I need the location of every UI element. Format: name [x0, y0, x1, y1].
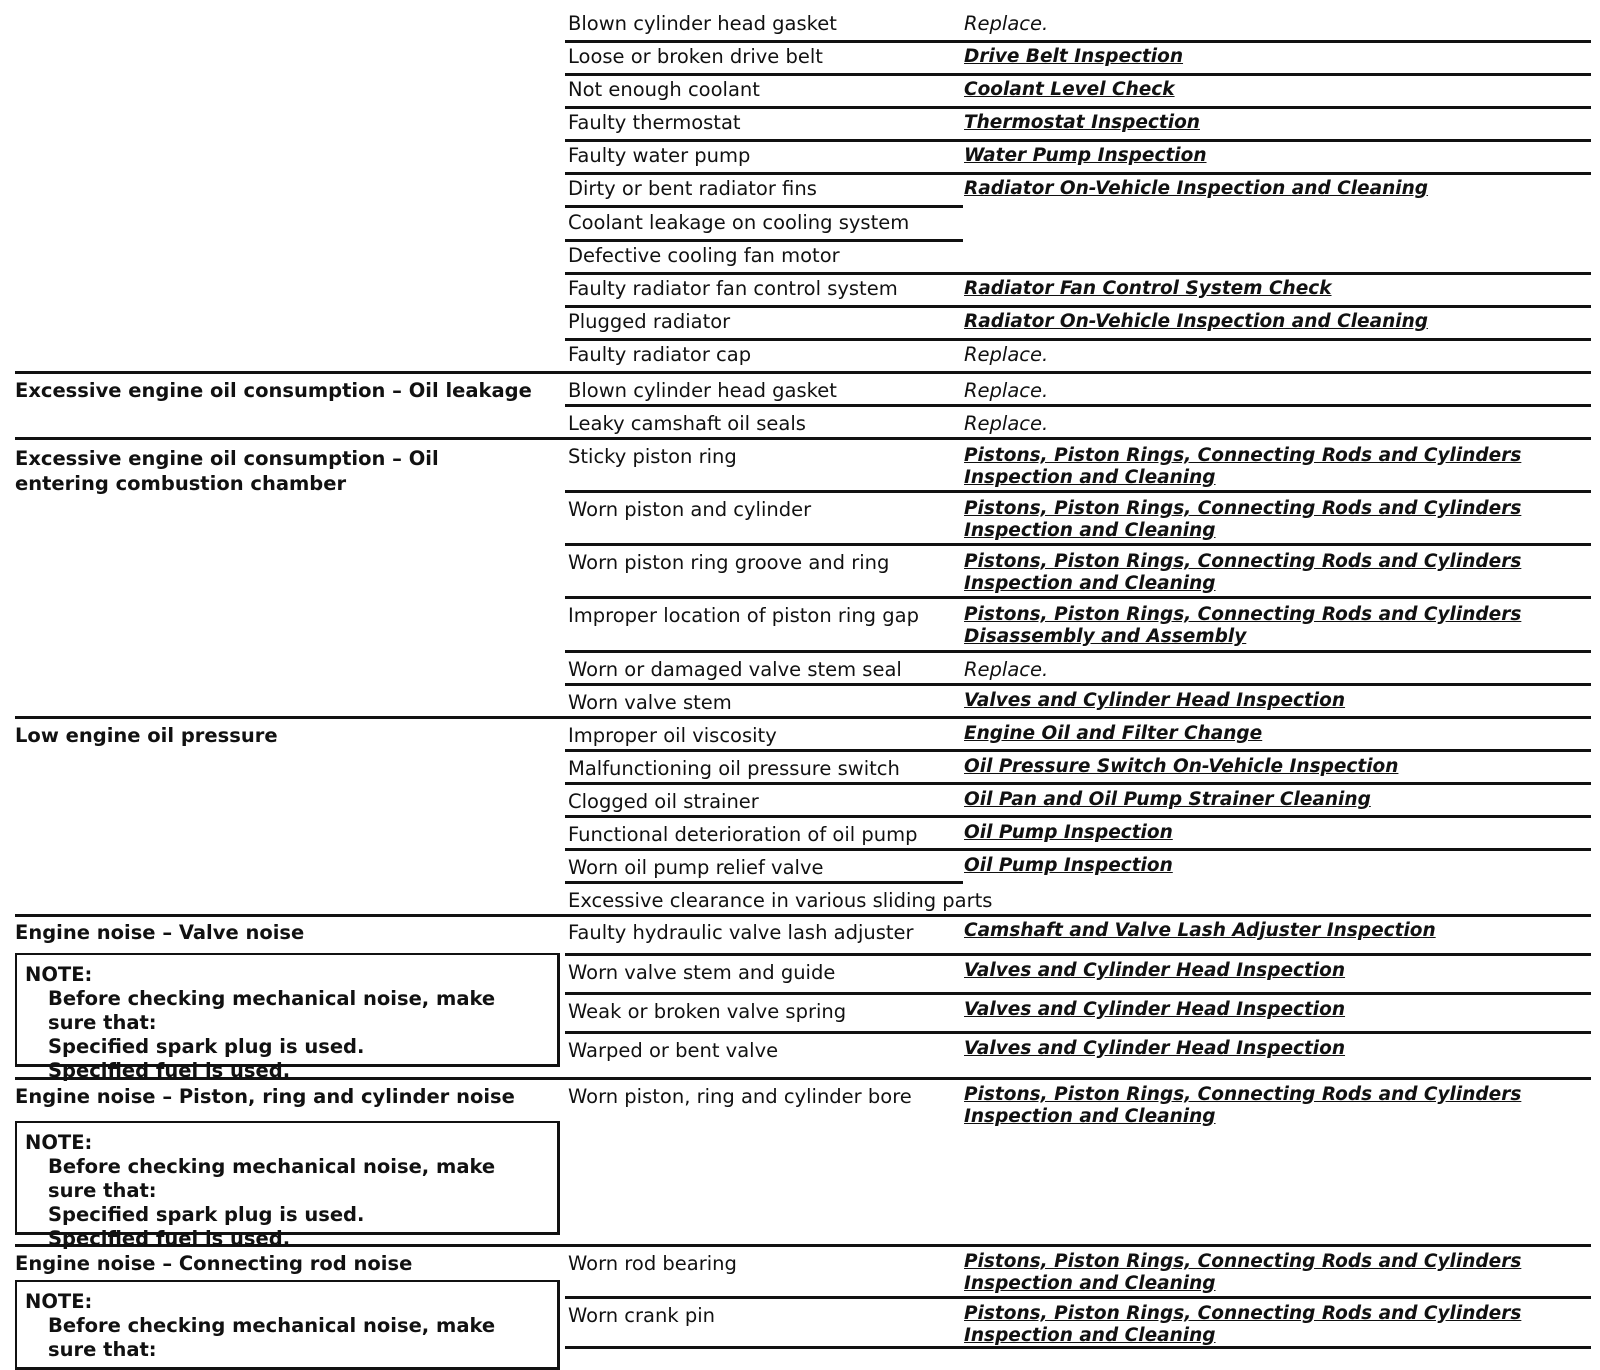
cause-cell: Sticky piston ring: [568, 445, 737, 468]
cause-cell: Improper location of piston ring gap: [568, 604, 919, 627]
cause-cell: Malfunctioning oil pressure switch: [568, 757, 900, 780]
remedy-link[interactable]: Valves and Cylinder Head Inspection: [964, 999, 1346, 1020]
remedy-link[interactable]: Oil Pump Inspection: [964, 822, 1173, 843]
remedy-link[interactable]: Oil Pump Inspection: [964, 855, 1173, 876]
note-line: Specified fuel is used.: [48, 1227, 291, 1250]
remedy-text: Replace.: [964, 343, 1049, 366]
remedy-link[interactable]: Pistons, Piston Rings, Connecting Rods and Cylinders Inspection and Cleaning: [964, 551, 1522, 594]
cause-cell: Worn piston, ring and cylinder bore: [568, 1085, 912, 1108]
symptom-oil-leakage: Excessive engine oil consumption – Oil leakage: [15, 379, 532, 402]
remedy-link[interactable]: Radiator On-Vehicle Inspection and Cleaning: [964, 311, 1429, 332]
remedy-link[interactable]: Engine Oil and Filter Change: [964, 723, 1263, 744]
cause-cell: Worn oil pump relief valve: [568, 856, 824, 879]
note-label: NOTE:: [25, 1290, 93, 1313]
note-label: NOTE:: [25, 1131, 93, 1154]
remedy-link[interactable]: Oil Pan and Oil Pump Strainer Cleaning: [964, 789, 1371, 810]
symptom-connecting-rod-noise: Engine noise – Connecting rod noise: [15, 1252, 413, 1275]
remedy-text: Replace.: [964, 412, 1049, 435]
note-line: Specified spark plug is used.: [48, 1035, 365, 1058]
cause-cell: Dirty or bent radiator fins: [568, 177, 817, 200]
cause-cell: Clogged oil strainer: [568, 790, 759, 813]
note-line: Before checking mechanical noise, make sure that:: [48, 1314, 496, 1361]
cause-cell: Faulty radiator fan control system: [568, 277, 898, 300]
note-line: Specified spark plug is used.: [48, 1203, 365, 1226]
remedy-link[interactable]: Pistons, Piston Rings, Connecting Rods and Cylinders Inspection and Cleaning: [964, 1084, 1522, 1127]
symptom-piston-noise: Engine noise – Piston, ring and cylinder noise: [15, 1085, 515, 1108]
remedy-link[interactable]: Water Pump Inspection: [964, 145, 1207, 166]
remedy-link[interactable]: Camshaft and Valve Lash Adjuster Inspection: [964, 920, 1436, 941]
note-label: NOTE:: [25, 963, 93, 986]
cause-cell: Improper oil viscosity: [568, 724, 777, 747]
cause-cell: Worn crank pin: [568, 1304, 715, 1327]
cause-cell: Faulty radiator cap: [568, 343, 752, 366]
remedy-link[interactable]: Valves and Cylinder Head Inspection: [964, 690, 1346, 711]
symptom-low-oil-pressure: Low engine oil pressure: [15, 724, 278, 747]
remedy-link[interactable]: Pistons, Piston Rings, Connecting Rods and Cylinders Inspection and Cleaning: [964, 498, 1522, 541]
remedy-link[interactable]: Pistons, Piston Rings, Connecting Rods and Cylinders Disassembly and Assembly: [964, 604, 1522, 647]
remedy-link[interactable]: Drive Belt Inspection: [964, 46, 1184, 67]
cause-cell: Warped or bent valve: [568, 1039, 779, 1062]
cause-cell: Plugged radiator: [568, 310, 731, 333]
note-box: [15, 953, 560, 1082]
symptom-oil-entering-combustion: Excessive engine oil consumption – Oil entering combustion chamber: [15, 447, 439, 495]
cause-cell: Weak or broken valve spring: [568, 1000, 847, 1023]
cause-cell: Loose or broken drive belt: [568, 45, 823, 68]
cause-cell: Not enough coolant: [568, 78, 760, 101]
cause-cell: Leaky camshaft oil seals: [568, 412, 806, 435]
remedy-link[interactable]: Radiator Fan Control System Check: [964, 278, 1332, 299]
remedy-link[interactable]: Coolant Level Check: [964, 79, 1175, 100]
note-box: [15, 1121, 560, 1250]
remedy-text: Replace.: [964, 379, 1049, 402]
remedy-link[interactable]: Oil Pressure Switch On-Vehicle Inspection: [964, 756, 1399, 777]
remedy-link[interactable]: Pistons, Piston Rings, Connecting Rods and Cylinders Inspection and Cleaning: [964, 445, 1522, 488]
cause-cell: Blown cylinder head gasket: [568, 12, 837, 35]
remedy-text: Replace.: [964, 12, 1049, 35]
cause-cell: Worn valve stem: [568, 691, 732, 714]
cause-cell: Functional deterioration of oil pump: [568, 823, 918, 846]
remedy-link[interactable]: Thermostat Inspection: [964, 112, 1200, 133]
note-box: [15, 1280, 560, 1370]
cause-cell: Faulty water pump: [568, 144, 751, 167]
cause-cell: Worn rod bearing: [568, 1252, 737, 1275]
cause-cell: Excessive clearance in various sliding parts: [568, 889, 993, 912]
symptom-valve-noise: Engine noise – Valve noise: [15, 921, 305, 944]
cause-cell: Faulty hydraulic valve lash adjuster: [568, 921, 914, 944]
remedy-link[interactable]: Valves and Cylinder Head Inspection: [964, 1038, 1346, 1059]
cause-cell: Worn piston and cylinder: [568, 498, 812, 521]
note-line: Before checking mechanical noise, make sure that:: [48, 1155, 496, 1202]
cause-cell: Worn valve stem and guide: [568, 961, 836, 984]
cause-cell: Faulty thermostat: [568, 111, 741, 134]
cause-cell: Coolant leakage on cooling system: [568, 211, 910, 234]
cause-cell: Defective cooling fan motor: [568, 244, 840, 267]
remedy-text: Replace.: [964, 658, 1049, 681]
remedy-link[interactable]: Radiator On-Vehicle Inspection and Cleaning: [964, 178, 1429, 199]
cause-cell: Worn piston ring groove and ring: [568, 551, 890, 574]
remedy-link[interactable]: Valves and Cylinder Head Inspection: [964, 960, 1346, 981]
cause-cell: Blown cylinder head gasket: [568, 379, 837, 402]
remedy-link[interactable]: Pistons, Piston Rings, Connecting Rods and Cylinders Inspection and Cleaning: [964, 1303, 1522, 1346]
remedy-link[interactable]: Pistons, Piston Rings, Connecting Rods and Cylinders Inspection and Cleaning: [964, 1251, 1522, 1294]
note-line: Before checking mechanical noise, make sure that:: [48, 987, 496, 1034]
note-line: Specified fuel is used.: [48, 1059, 291, 1082]
cause-cell: Worn or damaged valve stem seal: [568, 658, 902, 681]
